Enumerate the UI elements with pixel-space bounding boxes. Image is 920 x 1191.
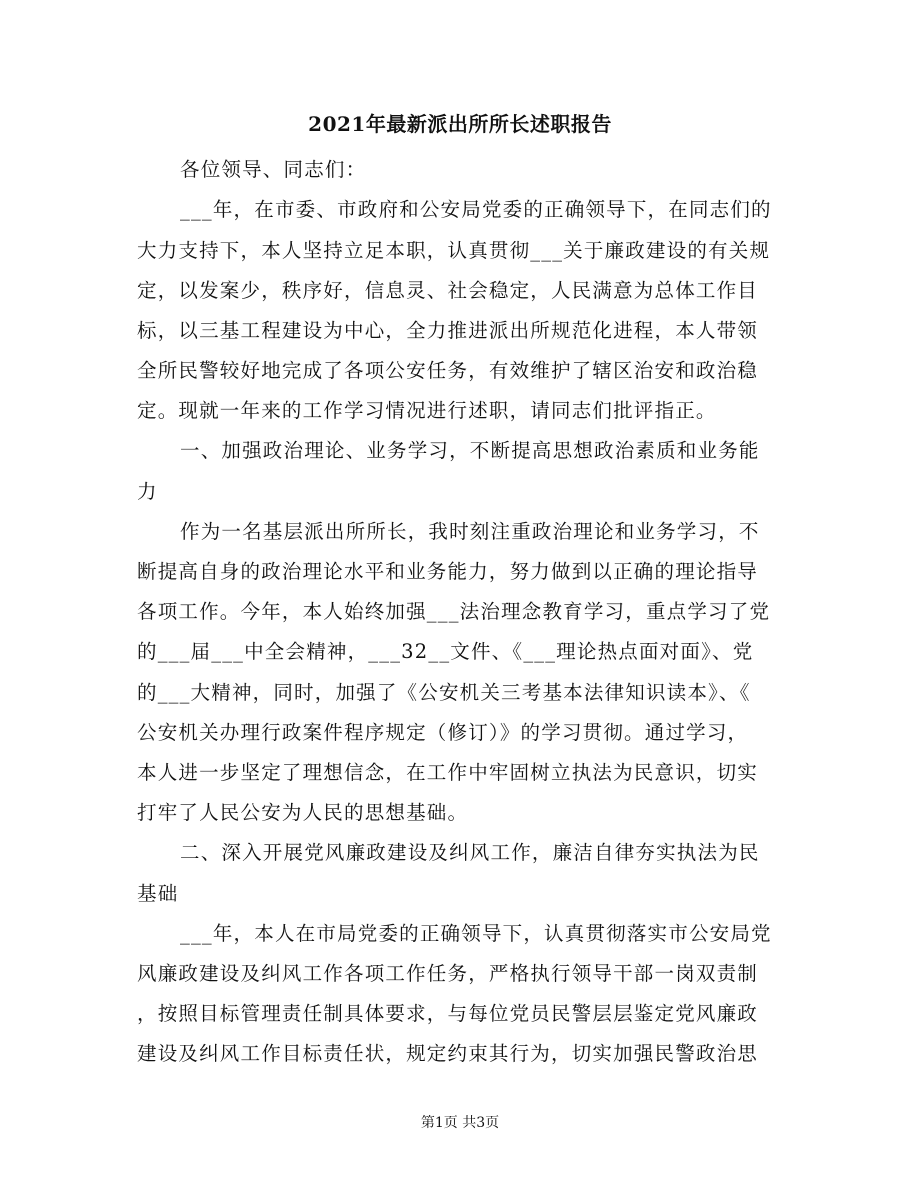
paragraph-line: 大力支持下，本人坚持立足本职，认真贯彻___关于廉政建设的有关规 — [137, 239, 771, 262]
paragraph-line: 全所民警较好地完成了各项公安任务，有效维护了辖区治安和政治稳 — [137, 359, 759, 382]
page-number: 第1页 共3页 — [420, 1115, 500, 1131]
paragraph-line: 作为一名基层派出所所长，我时刻注重政治理论和业务学习，不 — [180, 520, 760, 543]
paragraph-line: 的___届___中全会精神，___32__文件、《___理论热点面对面》、党 — [137, 640, 754, 663]
paragraph-line: 各项工作。今年，本人始终加强___法治理念教育学习，重点学习了党 — [137, 600, 771, 623]
paragraph-line: 本人进一步坚定了理想信念，在工作中牢固树立执法为民意识，切实 — [137, 761, 759, 784]
paragraph-line: 打牢了人民公安为人民的思想基础。 — [137, 801, 469, 824]
paragraph-line: 公安机关办理行政案件程序规定（修订）》的学习贯彻。通过学习， — [137, 721, 749, 744]
paragraph-line: 建设及纠风工作目标责任状，规定约束其行为，切实加强民警政治思 — [137, 1042, 759, 1065]
paragraph-line: 风廉政建设及纠风工作各项工作任务，严格执行领导干部一岗双责制 — [137, 962, 759, 985]
section-heading-line: 二、深入开展党风廉政建设及纠风工作，廉洁自律夯实执法为民 — [180, 841, 760, 864]
document-title: 2021年最新派出所所长述职报告 — [308, 112, 612, 136]
section-heading-line: 一、加强政治理论、业务学习，不断提高思想政治素质和业务能 — [180, 439, 760, 462]
section-heading-line: 力 — [137, 480, 158, 503]
paragraph-line: 各位领导、同志们： — [180, 158, 367, 181]
paragraph-line: 定，以发案少，秩序好，信息灵、社会稳定，人民满意为总体工作目 — [137, 279, 759, 302]
paragraph-line: 定。现就一年来的工作学习情况进行述职，请同志们批评指正。 — [137, 399, 717, 422]
paragraph-line: ，按照目标管理责任制具体要求，与每位党员民警层层鉴定党风廉政 — [137, 1002, 759, 1025]
paragraph-line: 断提高自身的政治理论水平和业务能力，努力做到以正确的理论指导 — [137, 560, 759, 583]
paragraph-line: ___年，在市委、市政府和公安局党委的正确领导下，在同志们的 — [180, 198, 772, 221]
paragraph-line: ___年，本人在市局党委的正确领导下，认真贯彻落实市公安局党 — [180, 922, 772, 945]
paragraph-line: 的___大精神，同时，加强了《公安机关三考基本法律知识读本》、《 — [137, 681, 751, 704]
section-heading-line: 基础 — [137, 882, 179, 905]
paragraph-line: 标，以三基工程建设为中心，全力推进派出所规范化进程，本人带领 — [137, 319, 759, 342]
